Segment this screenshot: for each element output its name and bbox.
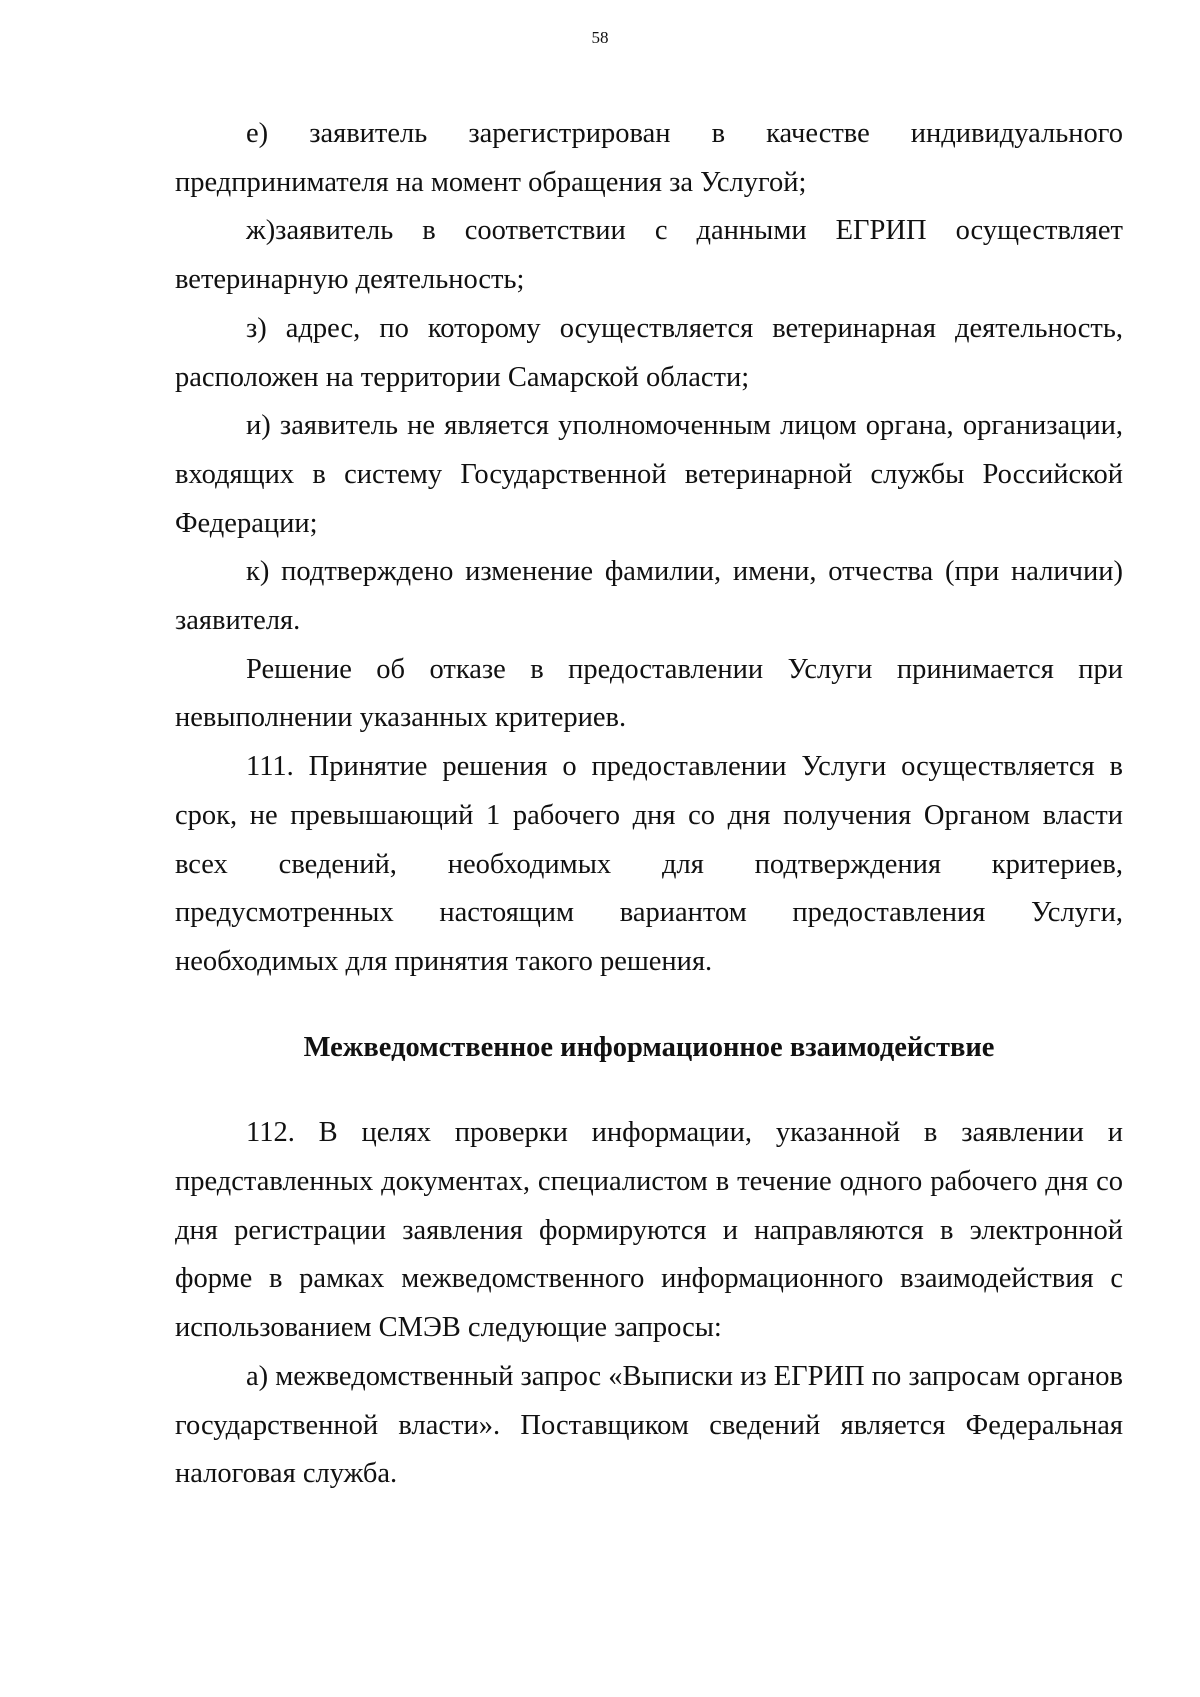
- paragraph-item-a: а) межведомственный запрос «Выписки из ЕГРИП по запросам органов государственной власти». Поставщиком сведений является Федеральная налоговая служба.: [175, 1360, 1123, 1490]
- paragraph-item-k: к) подтверждено изменение фамилии, имени, отчества (при наличии) заявителя.: [175, 556, 1123, 637]
- paragraph-refusal-decision: Решение об отказе в предоставлении Услуги принимается при невыполнении указанных критериев.: [175, 653, 1123, 734]
- paragraph-clause-112: 112. В целях проверки информации, указанной в заявлении и представленных документах, специалистом в течение одного рабочего дня со дня регистрации заявления формируются и направляются в электронной форме в рамках межведомственного информационного взаимодействия с использованием СМЭВ следующие запросы:: [175, 1117, 1123, 1344]
- paragraph-clause-111: 111. Принятие решения о предоставлении Услуги осуществляется в срок, не превышающий 1 рабочего дня со дня получения Органом власти всех сведений, необходимых для подтверждения критериев, предусмотренных настоящим вариантом предоставления Услуги, необходимых для принятия такого решения.: [175, 751, 1123, 977]
- document-body: [175, 110, 1123, 1499]
- paragraph-item-z: з) адрес, по которому осуществляется ветеринарная деятельность, расположен на территории Самарской области;: [175, 312, 1123, 393]
- paragraph-item-e: е) заявитель зарегистрирован в качестве индивидуального предпринимателя на момент обращения за Услугой;: [175, 118, 1123, 198]
- page-number: 58: [591, 28, 609, 47]
- section-heading: Межведомственное информационное взаимодействие: [303, 1031, 995, 1063]
- paragraph-item-i: и) заявитель не является уполномоченным лицом органа, организации, входящих в систему Государственной ветеринарной службы Российской Федерации;: [175, 410, 1123, 539]
- paragraph-item-zh: ж)заявитель в соответствии с данными ЕГРИП осуществляет ветеринарную деятельность;: [175, 215, 1123, 296]
